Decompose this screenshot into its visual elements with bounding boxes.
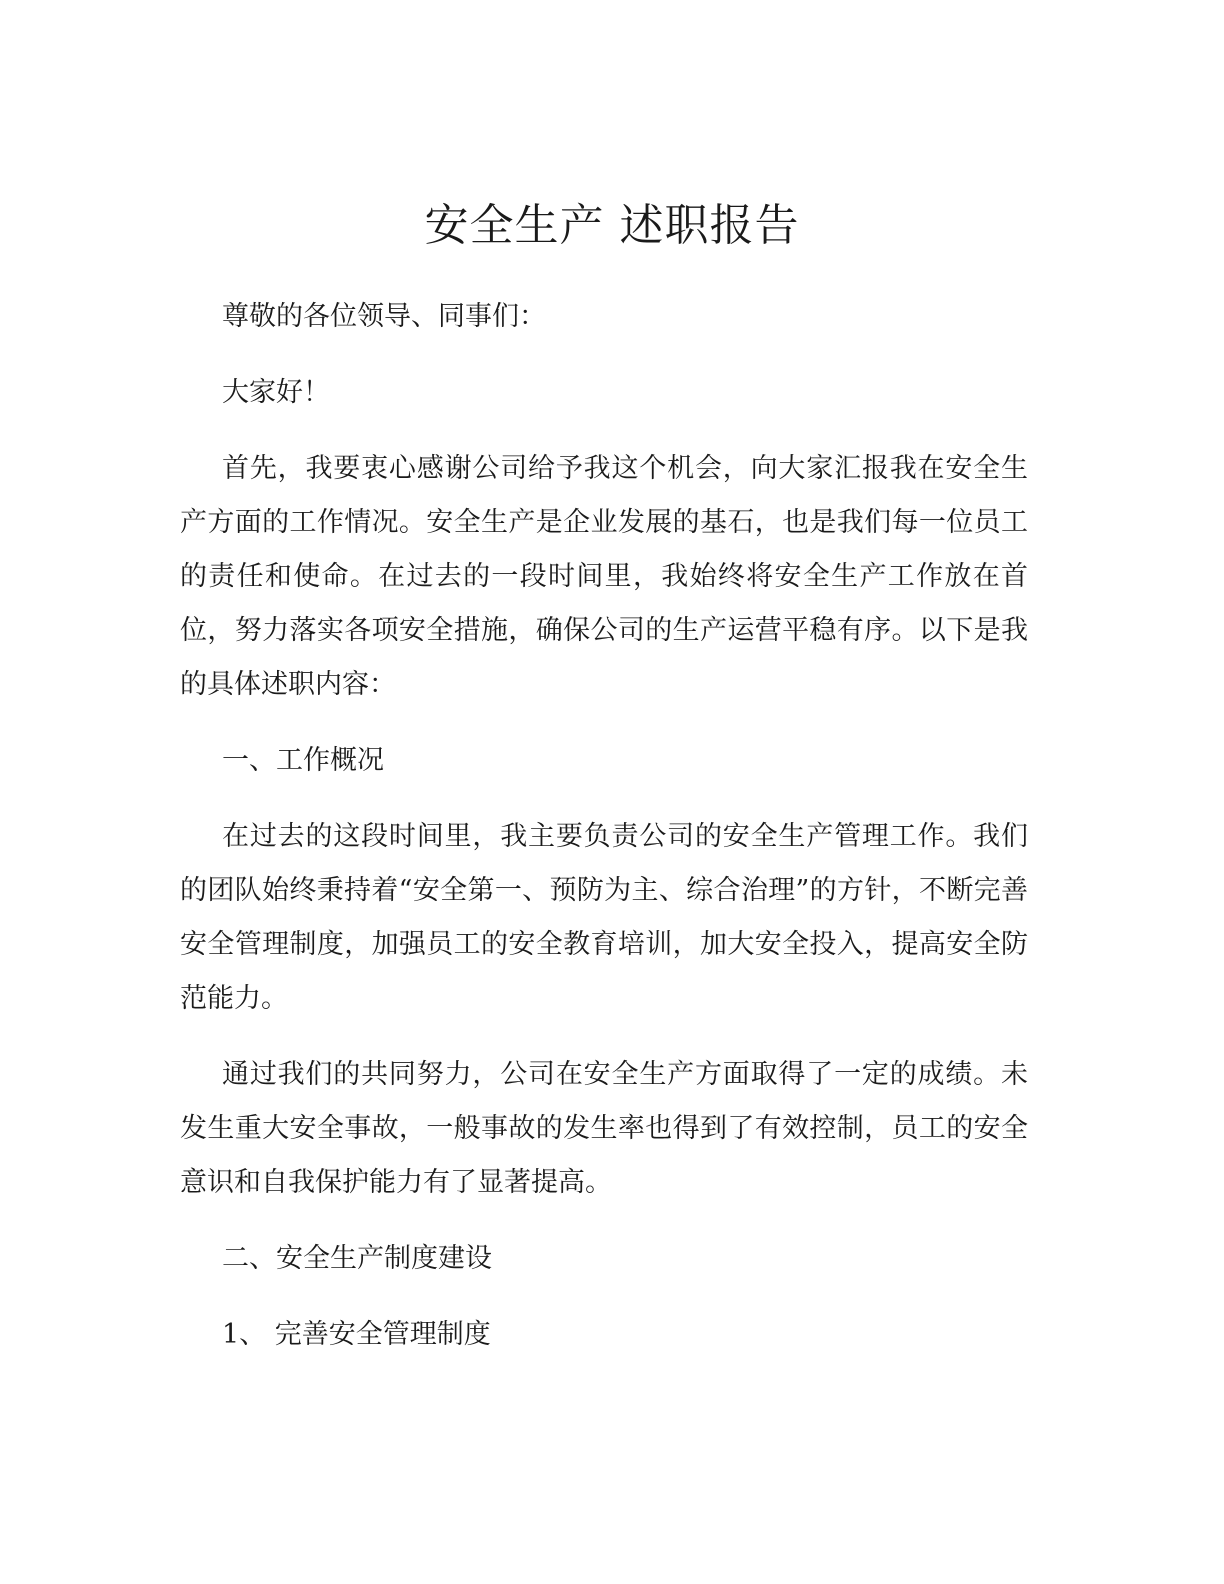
achievements-paragraph: 通过我们的共同努力，公司在安全生产方面取得了一定的成绩。未发生重大安全事故，一般事故的发生率也得到了有效控制，员工的安全意识和自我保护能力有了显著提高。 [180, 1059, 1028, 1198]
salutation: 尊敬的各位领导、同事们： [222, 301, 546, 332]
greeting: 大家好！ [222, 377, 330, 408]
intro-paragraph: 首先，我要衷心感谢公司给予我这个机会，向大家汇报我在安全生产方面的工作情况。安全生产是企业发展的基石，也是我们每一位员工的责任和使命。在过去的一段时间里，我始终将安全生产工作放在首位，努力落实各项安全措施，确保公司的生产运营平稳有序。以下是我的具体述职内容： [180, 453, 1028, 700]
document-body [180, 290, 1028, 1384]
subsection-heading-1: 1、 完善安全管理制度 [222, 1319, 491, 1350]
work-overview-paragraph: 在过去的这段时间里，我主要负责公司的安全生产管理工作。我们的团队始终秉持着“安全第一、预防为主、综合治理”的方针，不断完善安全管理制度，加强员工的安全教育培训，加大安全投入，提高安全防范能力。 [180, 821, 1028, 1014]
section-heading-2: 二、安全生产制度建设 [222, 1243, 492, 1274]
document-title: 安全生产 述职报告 [424, 200, 800, 251]
section-heading-1: 一、工作概况 [222, 745, 384, 776]
